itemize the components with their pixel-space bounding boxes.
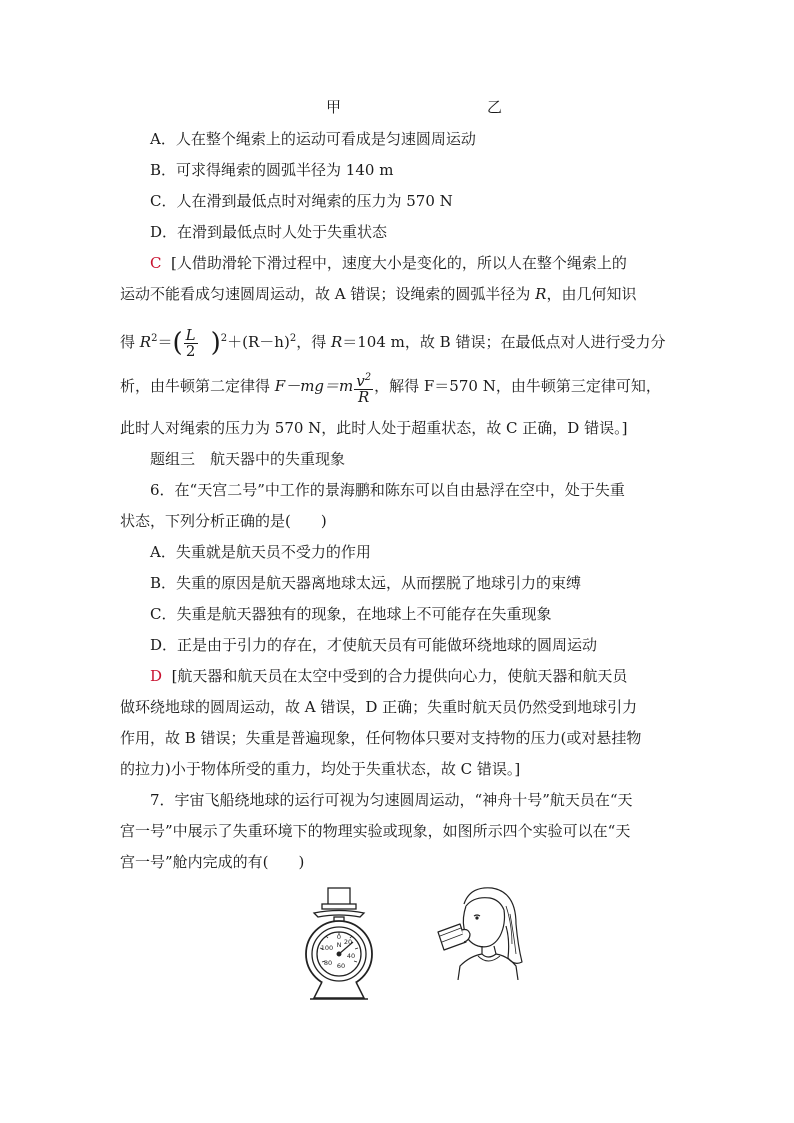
- q6-option-d: D．正是由于引力的存在，才使航天员有可能做环绕地球的圆周运动: [150, 636, 598, 654]
- q7-stem-line-2: 宫一号”中展示了失重环境下的物理实验或现象，如图所示四个实验可以在“天: [120, 822, 631, 840]
- dial-tick-60: 60: [336, 962, 346, 970]
- q6-explanation-line-2: 做环绕地球的圆周运动，故 A 错误，D 正确；失重时航天员仍然受到地球引力: [120, 698, 638, 716]
- q6-option-a: A．失重就是航天员不受力的作用: [150, 543, 371, 561]
- dial-tick-100: 100: [320, 944, 334, 952]
- q5-explanation-line-3: 得 $R^2=$( $\frac{L}{2}$ )$^2+(R-h)^2$，得 R＝104 m，故 B 错误；在最低点对人进行受力分: [120, 325, 666, 360]
- q5-explanation-line-1: C [人借助滑轮下滑过程中，速度大小是变化的，所以人在整个绳索上的: [150, 254, 627, 272]
- dial-tick-20: 20: [343, 938, 353, 946]
- dial-tick-80: 80: [323, 959, 333, 967]
- q6-explanation-line-4: 的拉力)小于物体所受的重力，均处于失重状态，故 C 错误。]: [120, 760, 521, 778]
- q6-stem-line-2: 状态，下列分析正确的是( ): [120, 512, 327, 530]
- q5-option-d: D．在滑到最低点时人处于失重状态: [150, 223, 388, 241]
- q7-stem-line-3: 宫一号”舱内完成的有( ): [120, 853, 305, 871]
- fraction-v2-over-r: $\frac{v^2}{R}$: [356, 371, 372, 406]
- q5-explanation-line-5: 此时人对绳索的压力为 570 N，此时人处于超重状态，故 C 正确，D 错误。]: [120, 419, 628, 437]
- q6-stem-line-1: 6．在“天宫二号”中工作的景海鹏和陈东可以自由悬浮在空中，处于失重: [150, 481, 625, 499]
- q5-option-a: A．人在整个绳索上的运动可看成是匀速圆周运动: [150, 130, 476, 148]
- dial-tick-40: 40: [346, 952, 356, 960]
- q7-stem-line-1: 7．宇宙飞船绕地球的运行可视为匀速圆周运动，“神舟十号”航天员在“天: [150, 791, 633, 809]
- q6-explanation-line-3: 作用，故 B 错误；失重是普遍现象，任何物体只要对支持物的压力(或对悬挂物: [120, 729, 642, 747]
- q5-explanation-line-2: 运动不能看成匀速圆周运动，故 A 错误；设绳索的圆弧半径为 R，由几何知识: [120, 285, 637, 303]
- girl-drinking-figure: [430, 884, 526, 980]
- weight-block: [328, 888, 350, 905]
- q5-option-c: C．人在滑到最低点时对绳索的压力为 570 N: [150, 192, 453, 210]
- figure-label-jia: 甲: [326, 98, 342, 116]
- q6-answer: D: [150, 667, 163, 685]
- q5-explanation-line-4: 析，由牛顿第二定律得 F－mg＝m $\frac{v^2}{R}$ ，解得 F＝570 N，由牛顿第三定律可知，: [120, 371, 661, 406]
- dial-tick-0: 0: [336, 933, 342, 941]
- q6-explanation-line-1: D [航天器和航天员在太空中受到的合力提供向心力，使航天器和航天员: [150, 667, 628, 685]
- group-heading: 题组三 航天器中的失重现象: [150, 450, 346, 468]
- q6-option-b: B．失重的原因是航天器离地球太远，从而摆脱了地球引力的束缚: [150, 574, 582, 592]
- fraction-l-over-2: $\frac{L}{2}$: [185, 325, 196, 360]
- q5-answer: C: [150, 254, 162, 272]
- dial-unit: N: [336, 941, 342, 949]
- figure-label-yi: 乙: [487, 98, 503, 116]
- q5-option-b: B．可求得绳索的圆弧半径为 140 m: [150, 161, 394, 179]
- q6-option-c: C．失重是航天器独有的现象，在地球上不可能存在失重现象: [150, 605, 552, 623]
- spring-scale-figure: [300, 886, 380, 1002]
